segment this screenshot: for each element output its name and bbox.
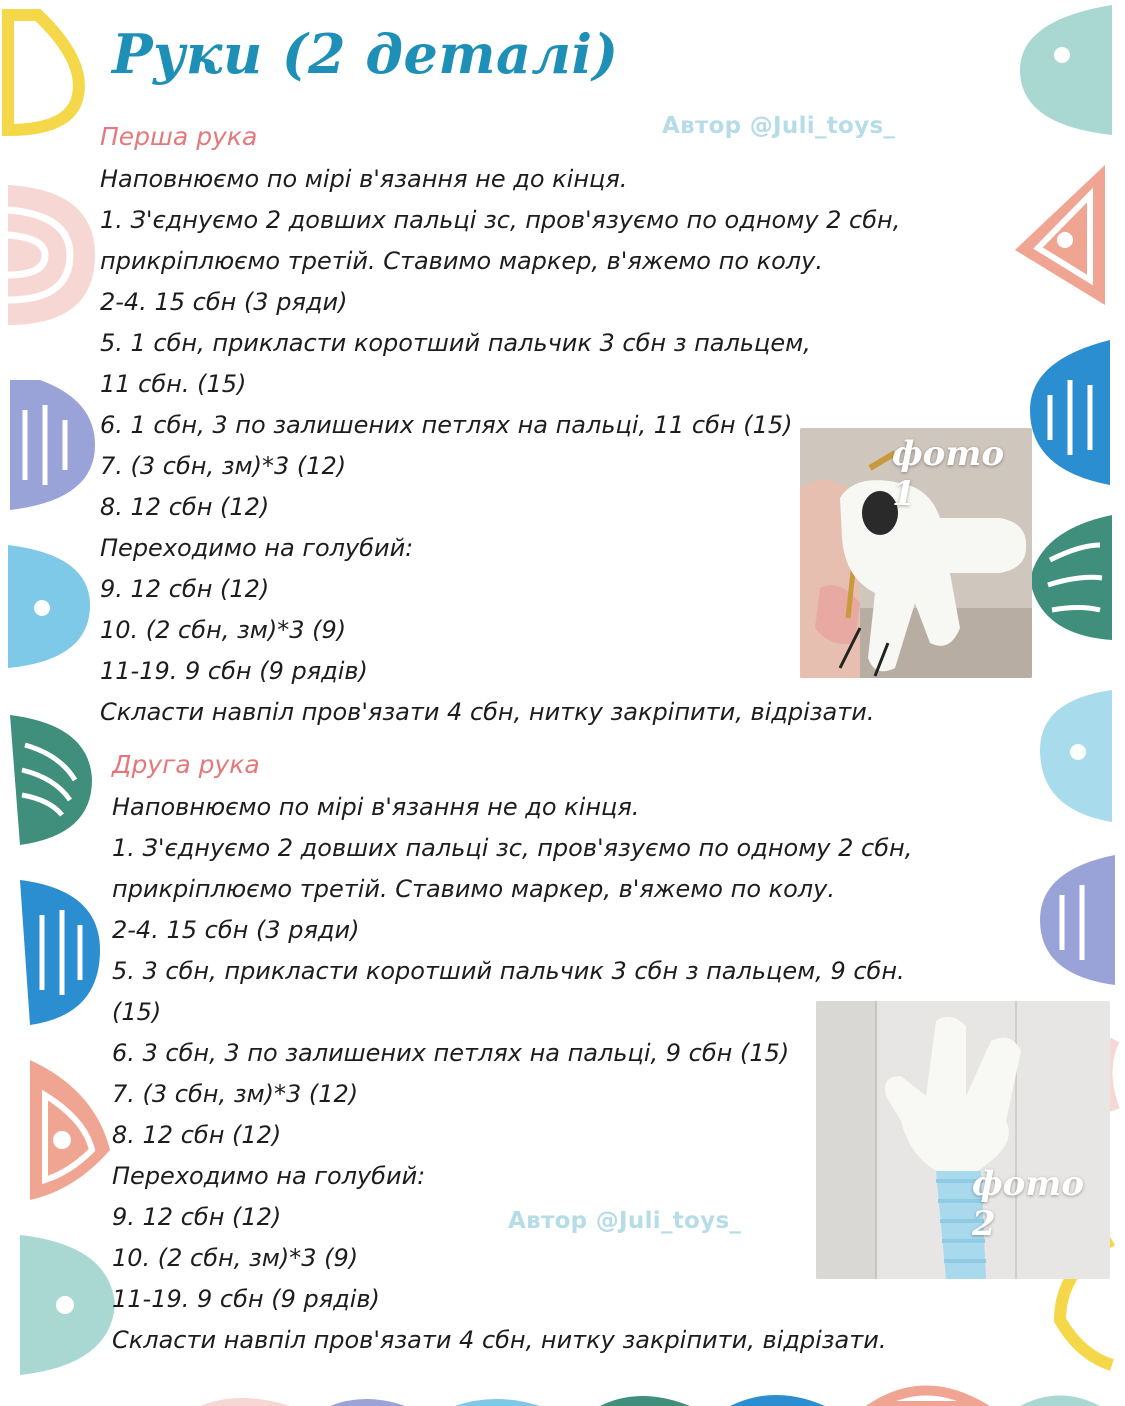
- photo-2: [816, 1001, 1110, 1279]
- pink-target-shape: [30, 1060, 110, 1200]
- photo-2-caption: фото 2: [972, 1164, 1084, 1244]
- instruction-line: 11-19. 9 сбн (9 рядів): [112, 1285, 380, 1313]
- pink-triangle-shape: [1015, 165, 1105, 305]
- instruction-line: 1. З'єднуємо 2 довших пальці зс, пров'язуємо по одному 2 сбн,: [100, 206, 901, 234]
- instruction-line: 9. 12 сбн (12): [112, 1203, 282, 1231]
- instruction-line: Переходимо на голубий:: [112, 1162, 426, 1190]
- instruction-line: Переходимо на голубий:: [100, 534, 414, 562]
- instruction-line: 1. З'єднуємо 2 довших пальці зс, пров'язуємо по одному 2 сбн,: [112, 834, 913, 862]
- instruction-line: 7. (3 сбн, зм)*3 (12): [112, 1080, 359, 1108]
- section-heading-first-hand: Перша рука: [100, 122, 258, 151]
- instruction-line: прикріплюємо третій. Ставимо маркер, в'яжемо по колу.: [112, 875, 835, 903]
- instruction-line: 10. (2 сбн, зм)*3 (9): [112, 1244, 359, 1272]
- instruction-line: прикріплюємо третій. Ставимо маркер, в'яжемо по колу.: [100, 247, 823, 275]
- instruction-line: 7. (3 сбн, зм)*3 (12): [100, 452, 347, 480]
- pink-rings-shape: [8, 185, 95, 325]
- page-title: Руки (2 деталі): [112, 22, 619, 86]
- instruction-line: 2-4. 15 сбн (3 ряди): [112, 916, 360, 944]
- instruction-line: Скласти навпіл пров'язати 4 сбн, нитку закріпити, відрізати.: [112, 1326, 887, 1354]
- instruction-line: Скласти навпіл пров'язати 4 сбн, нитку закріпити, відрізати.: [100, 698, 875, 726]
- instruction-line: Наповнюємо по мірі в'язання не до кінця.: [100, 165, 628, 193]
- teal-dot-shape: [20, 1235, 115, 1375]
- blue-dome-shape: [1030, 340, 1110, 485]
- instructions-first-hand: [100, 159, 900, 733]
- bottom-shapes: [200, 1391, 1100, 1406]
- instructions-second-hand: [112, 787, 912, 1361]
- green-leaf-shape: [10, 715, 92, 845]
- instruction-line: 5. 1 сбн, прикласти коротший пальчик 3 сбн з пальцем,: [100, 329, 811, 357]
- watermark-top: Автор @Juli_toys_: [662, 113, 896, 139]
- green-fan-shape: [1030, 515, 1112, 640]
- instruction-line: (15): [112, 998, 162, 1026]
- teal-dome-shape: [1020, 5, 1112, 135]
- instruction-line: 8. 12 сбн (12): [100, 493, 270, 521]
- yellow-arch-shape: [8, 15, 79, 130]
- instruction-line: 8. 12 сбн (12): [112, 1121, 282, 1149]
- instruction-line: 11-19. 9 сбн (9 рядів): [100, 657, 368, 685]
- instruction-line: 6. 1 сбн, 3 по залишених петлях на пальці, 11 сбн (15): [100, 411, 793, 439]
- instruction-line: 6. 3 сбн, 3 по залишених петлях на пальці, 9 сбн (15): [112, 1039, 790, 1067]
- instruction-line: 2-4. 15 сбн (3 ряди): [100, 288, 348, 316]
- instruction-line: 5. 3 сбн, прикласти коротший пальчик 3 сбн з пальцем, 9 сбн.: [112, 957, 905, 985]
- instruction-line: 10. (2 сбн, зм)*3 (9): [100, 616, 347, 644]
- instruction-line: 11 сбн. (15): [100, 370, 247, 398]
- instruction-line: 9. 12 сбн (12): [100, 575, 270, 603]
- blue-stripes-shape: [20, 880, 100, 1025]
- lavender-stripes-shape: [10, 380, 95, 510]
- photo-1-caption: фото 1: [892, 434, 1004, 514]
- lavender-dome-shape: [1040, 855, 1115, 985]
- photo-1: [800, 428, 1032, 678]
- sky-dome-shape: [1040, 690, 1112, 822]
- section-heading-second-hand: Друга рука: [112, 750, 260, 779]
- instruction-line: Наповнюємо по мірі в'язання не до кінця.: [112, 793, 640, 821]
- watermark-bottom: Автор @Juli_toys_: [508, 1208, 742, 1234]
- sky-dot-shape: [8, 545, 90, 668]
